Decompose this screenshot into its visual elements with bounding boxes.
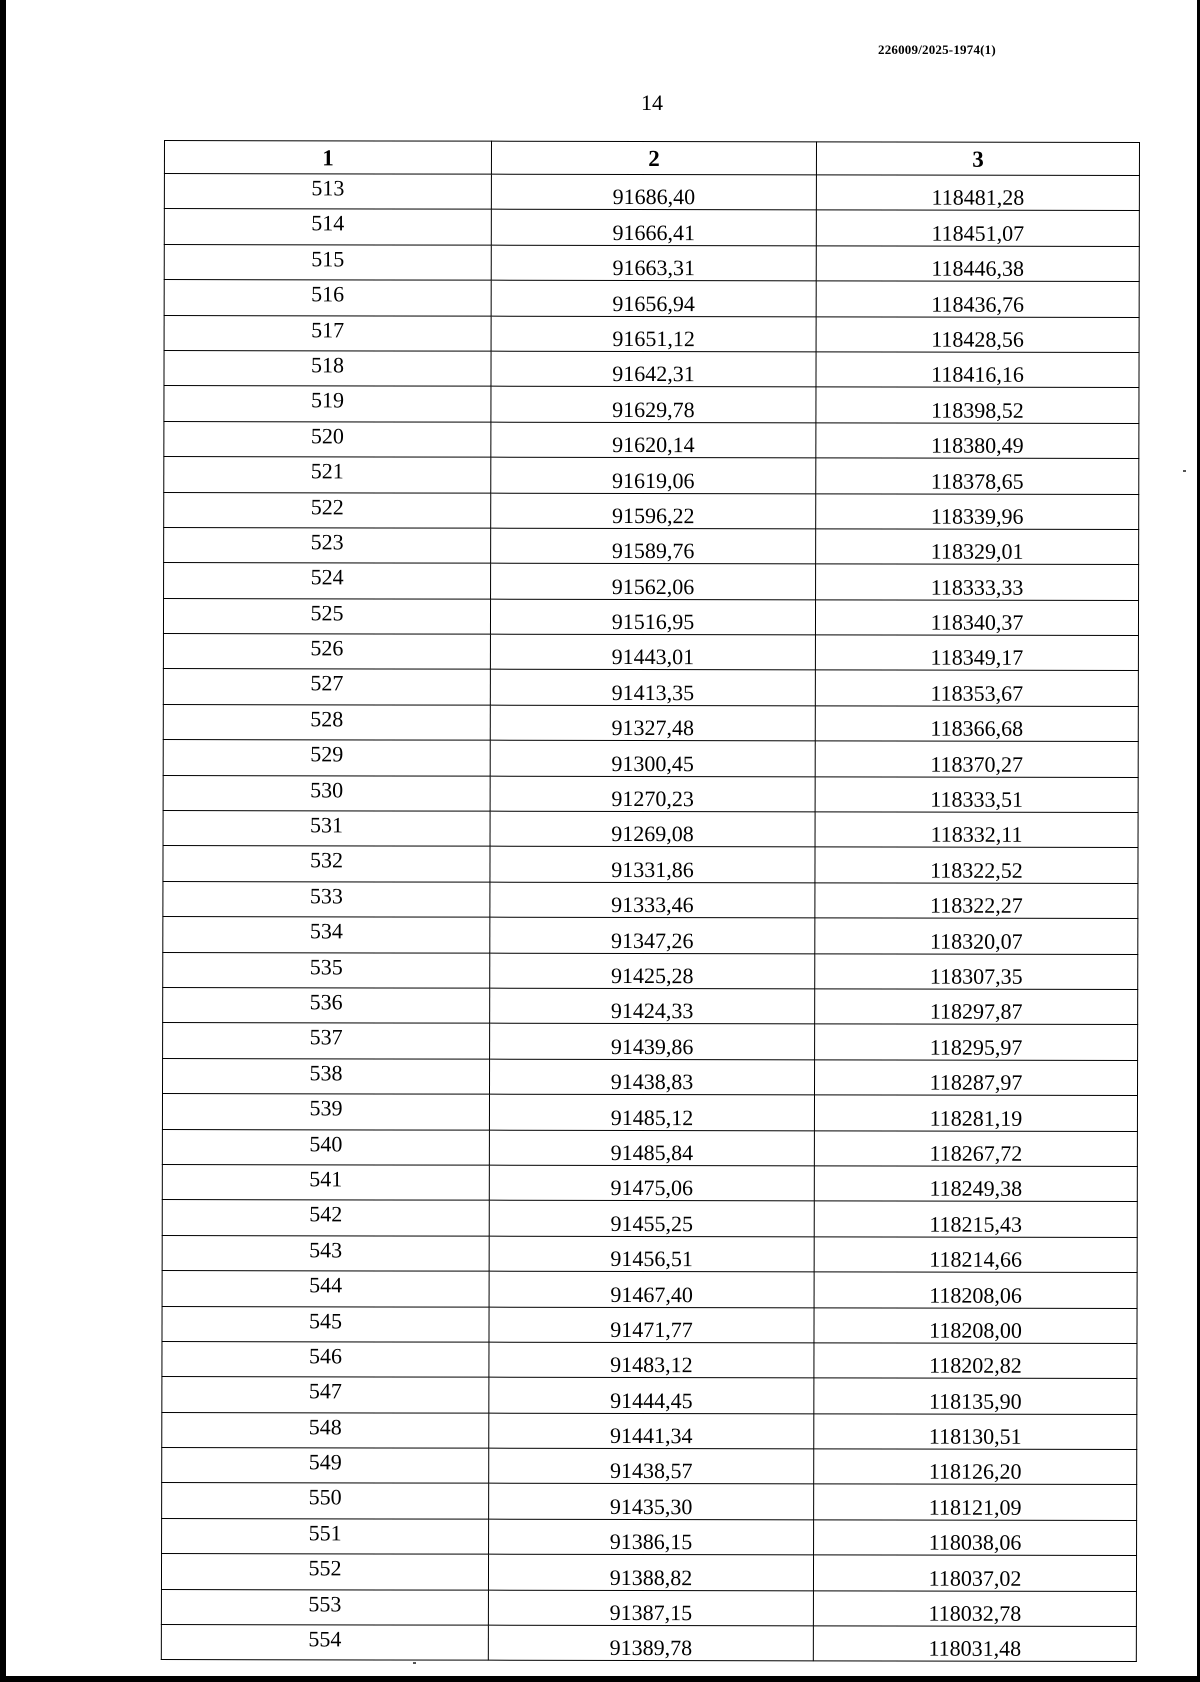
page-number: 14 (641, 90, 663, 115)
cell-x-coordinate: 91270,23 (490, 776, 815, 812)
scan-border-left (0, 0, 6, 1682)
cell-point-number: 545 (162, 1306, 489, 1342)
cell-x-coordinate: 91347,26 (490, 917, 815, 953)
cell-x-coordinate: 91562,06 (491, 563, 816, 599)
column-header-y: 3 (816, 142, 1139, 176)
table-row (164, 563, 1139, 600)
cell-point-number: 536 (163, 987, 490, 1023)
coordinates-table (161, 140, 1140, 1662)
table-row (161, 1554, 1136, 1591)
table-row (162, 1483, 1137, 1520)
cell-x-coordinate: 91596,22 (491, 493, 816, 529)
cell-y-coordinate: 118202,82 (814, 1343, 1137, 1379)
cell-y-coordinate: 118031,48 (813, 1626, 1136, 1662)
table-row (163, 952, 1138, 989)
table-row (163, 987, 1138, 1024)
cell-point-number: 515 (164, 244, 491, 280)
cell-x-coordinate: 91331,86 (490, 847, 815, 883)
cell-point-number: 513 (164, 174, 491, 210)
cell-x-coordinate: 91388,82 (488, 1554, 813, 1590)
cell-x-coordinate: 91327,48 (490, 705, 815, 741)
table-row (164, 386, 1139, 423)
cell-x-coordinate: 91483,12 (489, 1342, 814, 1378)
table-row (162, 1306, 1137, 1343)
cell-y-coordinate: 118446,38 (816, 246, 1139, 282)
cell-point-number: 517 (164, 315, 491, 351)
cell-point-number: 542 (162, 1200, 489, 1236)
cell-x-coordinate: 91456,51 (489, 1236, 814, 1272)
cell-y-coordinate: 118333,51 (815, 777, 1138, 813)
cell-x-coordinate: 91467,40 (489, 1271, 814, 1307)
table-row (163, 1023, 1138, 1060)
cell-x-coordinate: 91444,45 (489, 1377, 814, 1413)
table-row (162, 1094, 1137, 1131)
cell-point-number: 551 (162, 1518, 489, 1554)
cell-point-number: 533 (163, 881, 490, 917)
cell-point-number: 529 (163, 740, 490, 776)
scan-speck (1183, 470, 1186, 472)
cell-point-number: 526 (163, 634, 490, 670)
cell-point-number: 546 (162, 1341, 489, 1377)
table-row (162, 1235, 1137, 1272)
cell-point-number: 543 (162, 1235, 489, 1271)
cell-point-number: 525 (163, 598, 490, 634)
cell-y-coordinate: 118037,02 (813, 1555, 1136, 1591)
cell-x-coordinate: 91387,15 (488, 1590, 813, 1626)
cell-point-number: 549 (162, 1448, 489, 1484)
cell-x-coordinate: 91619,06 (491, 457, 816, 493)
cell-x-coordinate: 91651,12 (491, 316, 816, 352)
cell-y-coordinate: 118436,76 (816, 281, 1139, 317)
cell-point-number: 539 (162, 1094, 489, 1130)
cell-x-coordinate: 91300,45 (490, 740, 815, 776)
cell-x-coordinate: 91443,01 (490, 634, 815, 670)
table-header-row (164, 141, 1139, 176)
cell-point-number: 530 (163, 775, 490, 811)
cell-point-number: 547 (162, 1377, 489, 1413)
cell-y-coordinate: 118281,19 (814, 1095, 1137, 1131)
cell-y-coordinate: 118370,27 (815, 741, 1138, 777)
table-row (163, 598, 1138, 635)
cell-y-coordinate: 118038,06 (814, 1520, 1137, 1556)
table-row (164, 492, 1139, 529)
table-row (163, 846, 1138, 883)
cell-y-coordinate: 118398,52 (816, 387, 1139, 423)
cell-y-coordinate: 118333,33 (816, 564, 1139, 600)
cell-point-number: 522 (164, 492, 491, 528)
cell-y-coordinate: 118320,07 (815, 918, 1138, 954)
cell-y-coordinate: 118339,96 (816, 493, 1139, 529)
cell-point-number: 519 (164, 386, 491, 422)
cell-x-coordinate: 91389,78 (488, 1625, 813, 1661)
table-row (162, 1129, 1137, 1166)
cell-x-coordinate: 91663,31 (491, 245, 816, 281)
table-row (163, 811, 1138, 848)
table-row (161, 1589, 1136, 1626)
cell-y-coordinate: 118126,20 (814, 1449, 1137, 1485)
cell-y-coordinate: 118121,09 (814, 1484, 1137, 1520)
table-row (164, 421, 1139, 458)
cell-point-number: 518 (164, 350, 491, 386)
table-row (161, 1625, 1136, 1662)
document-reference: 226009/2025-1974(1) (878, 42, 996, 57)
cell-x-coordinate: 91620,14 (491, 422, 816, 458)
cell-y-coordinate: 118416,16 (816, 352, 1139, 388)
cell-y-coordinate: 118380,49 (816, 423, 1139, 459)
cell-x-coordinate: 91656,94 (491, 280, 816, 316)
cell-x-coordinate: 91333,46 (490, 882, 815, 918)
cell-point-number: 523 (164, 527, 491, 563)
cell-x-coordinate: 91485,84 (489, 1130, 814, 1166)
cell-point-number: 538 (163, 1058, 490, 1094)
cell-point-number: 527 (163, 669, 490, 705)
cell-y-coordinate: 118340,37 (815, 600, 1138, 636)
cell-y-coordinate: 118297,87 (815, 989, 1138, 1025)
table-row (163, 775, 1138, 812)
column-header-point: 1 (164, 141, 491, 175)
table-body (161, 174, 1139, 1662)
cell-x-coordinate: 91425,28 (490, 953, 815, 989)
cell-y-coordinate: 118349,17 (815, 635, 1138, 671)
table-row (162, 1341, 1137, 1378)
cell-y-coordinate: 118366,68 (815, 706, 1138, 742)
table-row (164, 350, 1139, 387)
cell-y-coordinate: 118329,01 (816, 529, 1139, 565)
cell-x-coordinate: 91666,41 (491, 210, 816, 246)
cell-x-coordinate: 91441,34 (489, 1413, 814, 1449)
table-row (164, 527, 1139, 564)
cell-point-number: 531 (163, 811, 490, 847)
cell-y-coordinate: 118249,38 (814, 1166, 1137, 1202)
table-row (163, 704, 1138, 741)
cell-point-number: 516 (164, 280, 491, 316)
cell-x-coordinate: 91629,78 (491, 387, 816, 423)
cell-point-number: 528 (163, 704, 490, 740)
cell-x-coordinate: 91516,95 (490, 599, 815, 635)
table-row (163, 881, 1138, 918)
cell-x-coordinate: 91269,08 (490, 811, 815, 847)
cell-y-coordinate: 118215,43 (814, 1201, 1137, 1237)
cell-x-coordinate: 91413,35 (490, 670, 815, 706)
table-row (164, 174, 1139, 211)
cell-point-number: 537 (163, 1023, 490, 1059)
table-row (164, 315, 1139, 352)
table-row (162, 1164, 1137, 1201)
table-row (162, 1412, 1137, 1449)
cell-point-number: 524 (164, 563, 491, 599)
cell-point-number: 550 (162, 1483, 489, 1519)
cell-y-coordinate: 118295,97 (815, 1024, 1138, 1060)
cell-x-coordinate: 91475,06 (489, 1165, 814, 1201)
cell-point-number: 544 (162, 1271, 489, 1307)
cell-y-coordinate: 118208,06 (814, 1272, 1137, 1308)
table-row (164, 457, 1139, 494)
table-row (162, 1200, 1137, 1237)
cell-x-coordinate: 91485,12 (489, 1094, 814, 1130)
table-row (163, 740, 1138, 777)
table-row (164, 280, 1139, 317)
scan-border-bottom (0, 1676, 1200, 1682)
cell-point-number: 554 (161, 1625, 488, 1661)
cell-y-coordinate: 118332,11 (815, 812, 1138, 848)
cell-x-coordinate: 91642,31 (491, 351, 816, 387)
cell-x-coordinate: 91686,40 (491, 174, 816, 210)
cell-y-coordinate: 118214,66 (814, 1237, 1137, 1273)
cell-point-number: 514 (164, 209, 491, 245)
cell-y-coordinate: 118451,07 (816, 210, 1139, 246)
cell-y-coordinate: 118322,27 (815, 883, 1138, 919)
cell-y-coordinate: 118267,72 (814, 1130, 1137, 1166)
table-row (163, 917, 1138, 954)
scan-speck (413, 1662, 416, 1664)
cell-x-coordinate: 91439,86 (490, 1024, 815, 1060)
cell-y-coordinate: 118378,65 (816, 458, 1139, 494)
cell-x-coordinate: 91471,77 (489, 1307, 814, 1343)
cell-x-coordinate: 91435,30 (489, 1484, 814, 1520)
cell-y-coordinate: 118287,97 (815, 1060, 1138, 1096)
table-row (164, 244, 1139, 281)
cell-y-coordinate: 118322,52 (815, 847, 1138, 883)
cell-point-number: 553 (161, 1589, 488, 1625)
table-row (162, 1518, 1137, 1555)
cell-point-number: 521 (164, 457, 491, 493)
cell-y-coordinate: 118353,67 (815, 670, 1138, 706)
cell-x-coordinate: 91455,25 (489, 1201, 814, 1237)
cell-point-number: 541 (162, 1164, 489, 1200)
cell-point-number: 534 (163, 917, 490, 953)
cell-y-coordinate: 118481,28 (816, 175, 1139, 211)
table-row (164, 209, 1139, 246)
cell-x-coordinate: 91589,76 (491, 528, 816, 564)
cell-y-coordinate: 118307,35 (815, 953, 1138, 989)
cell-point-number: 535 (163, 952, 490, 988)
cell-point-number: 532 (163, 846, 490, 882)
cell-y-coordinate: 118135,90 (814, 1378, 1137, 1414)
cell-x-coordinate: 91438,83 (490, 1059, 815, 1095)
table-row (162, 1448, 1137, 1485)
table-row (163, 634, 1138, 671)
table-row (163, 669, 1138, 706)
column-header-x: 2 (491, 141, 816, 175)
cell-x-coordinate: 91438,57 (489, 1448, 814, 1484)
cell-point-number: 548 (162, 1412, 489, 1448)
cell-y-coordinate: 118208,00 (814, 1307, 1137, 1343)
cell-y-coordinate: 118428,56 (816, 316, 1139, 352)
table-row (162, 1271, 1137, 1308)
cell-x-coordinate: 91424,33 (490, 988, 815, 1024)
cell-y-coordinate: 118032,78 (813, 1590, 1136, 1626)
cell-point-number: 540 (162, 1129, 489, 1165)
cell-point-number: 552 (161, 1554, 488, 1590)
cell-point-number: 520 (164, 421, 491, 457)
table-row (162, 1377, 1137, 1414)
table-row (163, 1058, 1138, 1095)
cell-x-coordinate: 91386,15 (489, 1519, 814, 1555)
cell-y-coordinate: 118130,51 (814, 1414, 1137, 1450)
